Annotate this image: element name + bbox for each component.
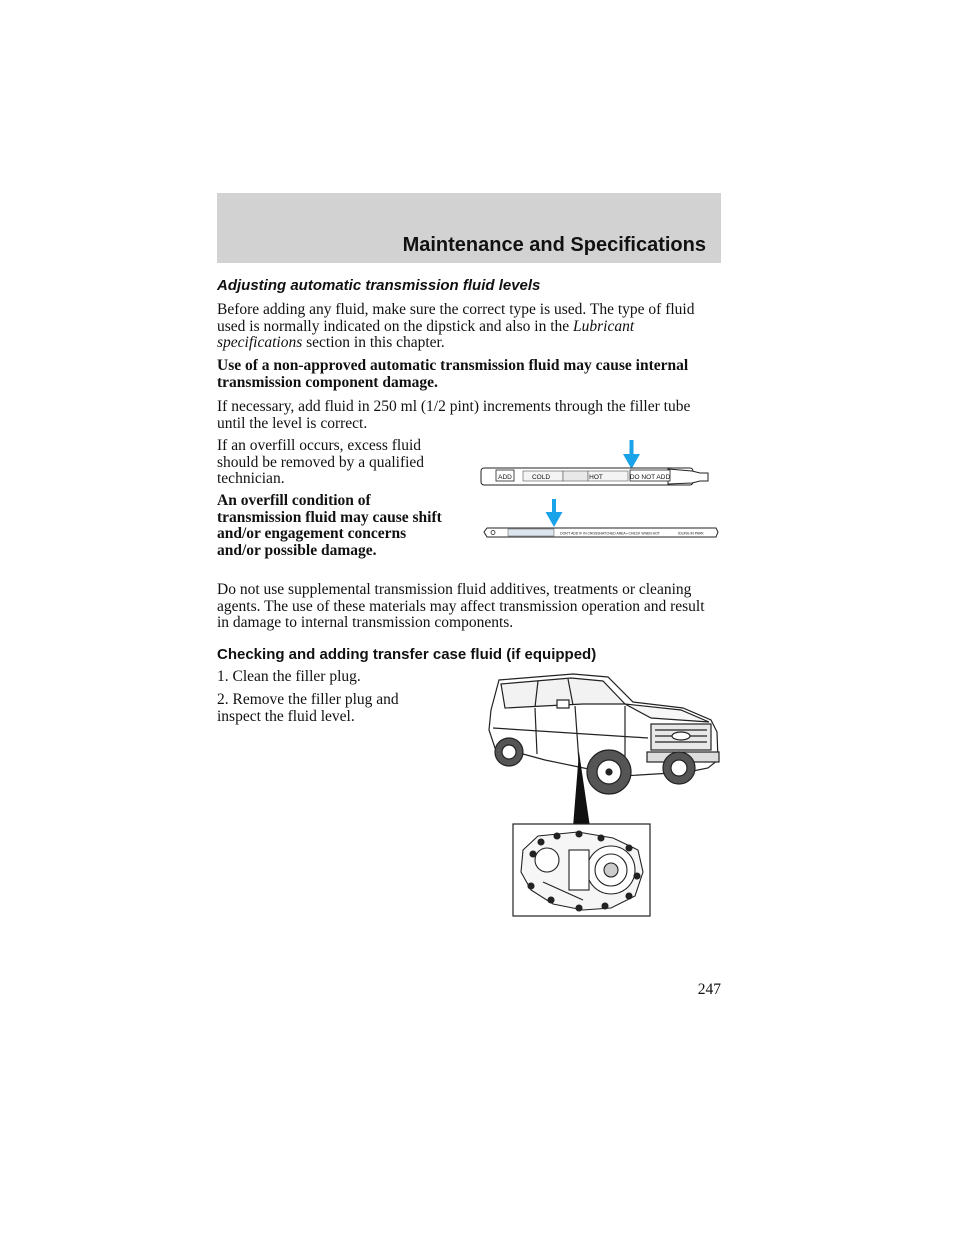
warning-non-approved-fluid: Use of a non-approved automatic transmission fluid may cause internal transmission component damage. bbox=[217, 357, 689, 391]
paragraph-fluid-type bbox=[217, 302, 717, 352]
section-heading-transfer-case: Checking and adding transfer case fluid (if equipped) bbox=[217, 646, 597, 663]
paragraph-add-increments: If necessary, add fluid in 250 ml (1/2 pint) increments through the filler tube until the level is correct. bbox=[217, 398, 691, 432]
step-clean-filler-plug: 1. Clean the filler plug. bbox=[217, 668, 361, 685]
wheel-icon bbox=[587, 750, 631, 794]
page-title: Maintenance and Specifications bbox=[402, 234, 706, 256]
dipstick-idling-text: IDLING IN PARK bbox=[678, 531, 704, 536]
arrow-icon bbox=[546, 499, 563, 527]
transfer-case-illustration bbox=[483, 672, 723, 922]
arrow-icon bbox=[623, 440, 640, 469]
paragraph-text: Before adding any fluid, make sure the correct type is used. The type of fluid used is normally indicated on the dipstick and also in the bbox=[217, 301, 695, 335]
dipstick-hot-label: HOT bbox=[589, 474, 603, 481]
page-number: 247 bbox=[697, 981, 721, 998]
paragraph-text: section in this chapter. bbox=[306, 334, 445, 351]
dipstick-cold-label: COLD bbox=[531, 474, 551, 481]
dipstick-do-not-add-label: DO NOT ADD bbox=[629, 474, 671, 481]
wheel-icon bbox=[495, 738, 523, 766]
warning-overfill: An overfill condition of transmission fluid may cause shift and/or engagement concerns and/or possible damage. bbox=[217, 492, 442, 559]
dipstick-crosshatch-text: DON'T ADD IF IN CROSSHATCHED AREA • CHECK WHEN HOT bbox=[560, 531, 660, 536]
step-remove-filler-plug: 2. Remove the filler plug and inspect the fluid level. bbox=[217, 691, 399, 725]
dipstick-lower bbox=[484, 528, 718, 537]
header-band bbox=[217, 193, 721, 263]
lubricant-spec-reference: Lubricant specifications bbox=[217, 317, 635, 351]
wheel-icon bbox=[663, 752, 695, 784]
dipstick-illustration bbox=[478, 436, 723, 546]
paragraph-no-additives: Do not use supplemental transmission fluid additives, treatments or cleaning agents. The use of these materials may affect transmission operation and result in damage to internal transmission components. bbox=[217, 581, 705, 631]
dipstick-upper bbox=[481, 468, 708, 485]
section-heading-transmission: Adjusting automatic transmission fluid levels bbox=[217, 277, 541, 294]
dipstick-add-label: ADD bbox=[498, 474, 512, 481]
paragraph-overfill: If an overfill occurs, excess fluid should be removed by a qualified technician. bbox=[217, 437, 425, 487]
